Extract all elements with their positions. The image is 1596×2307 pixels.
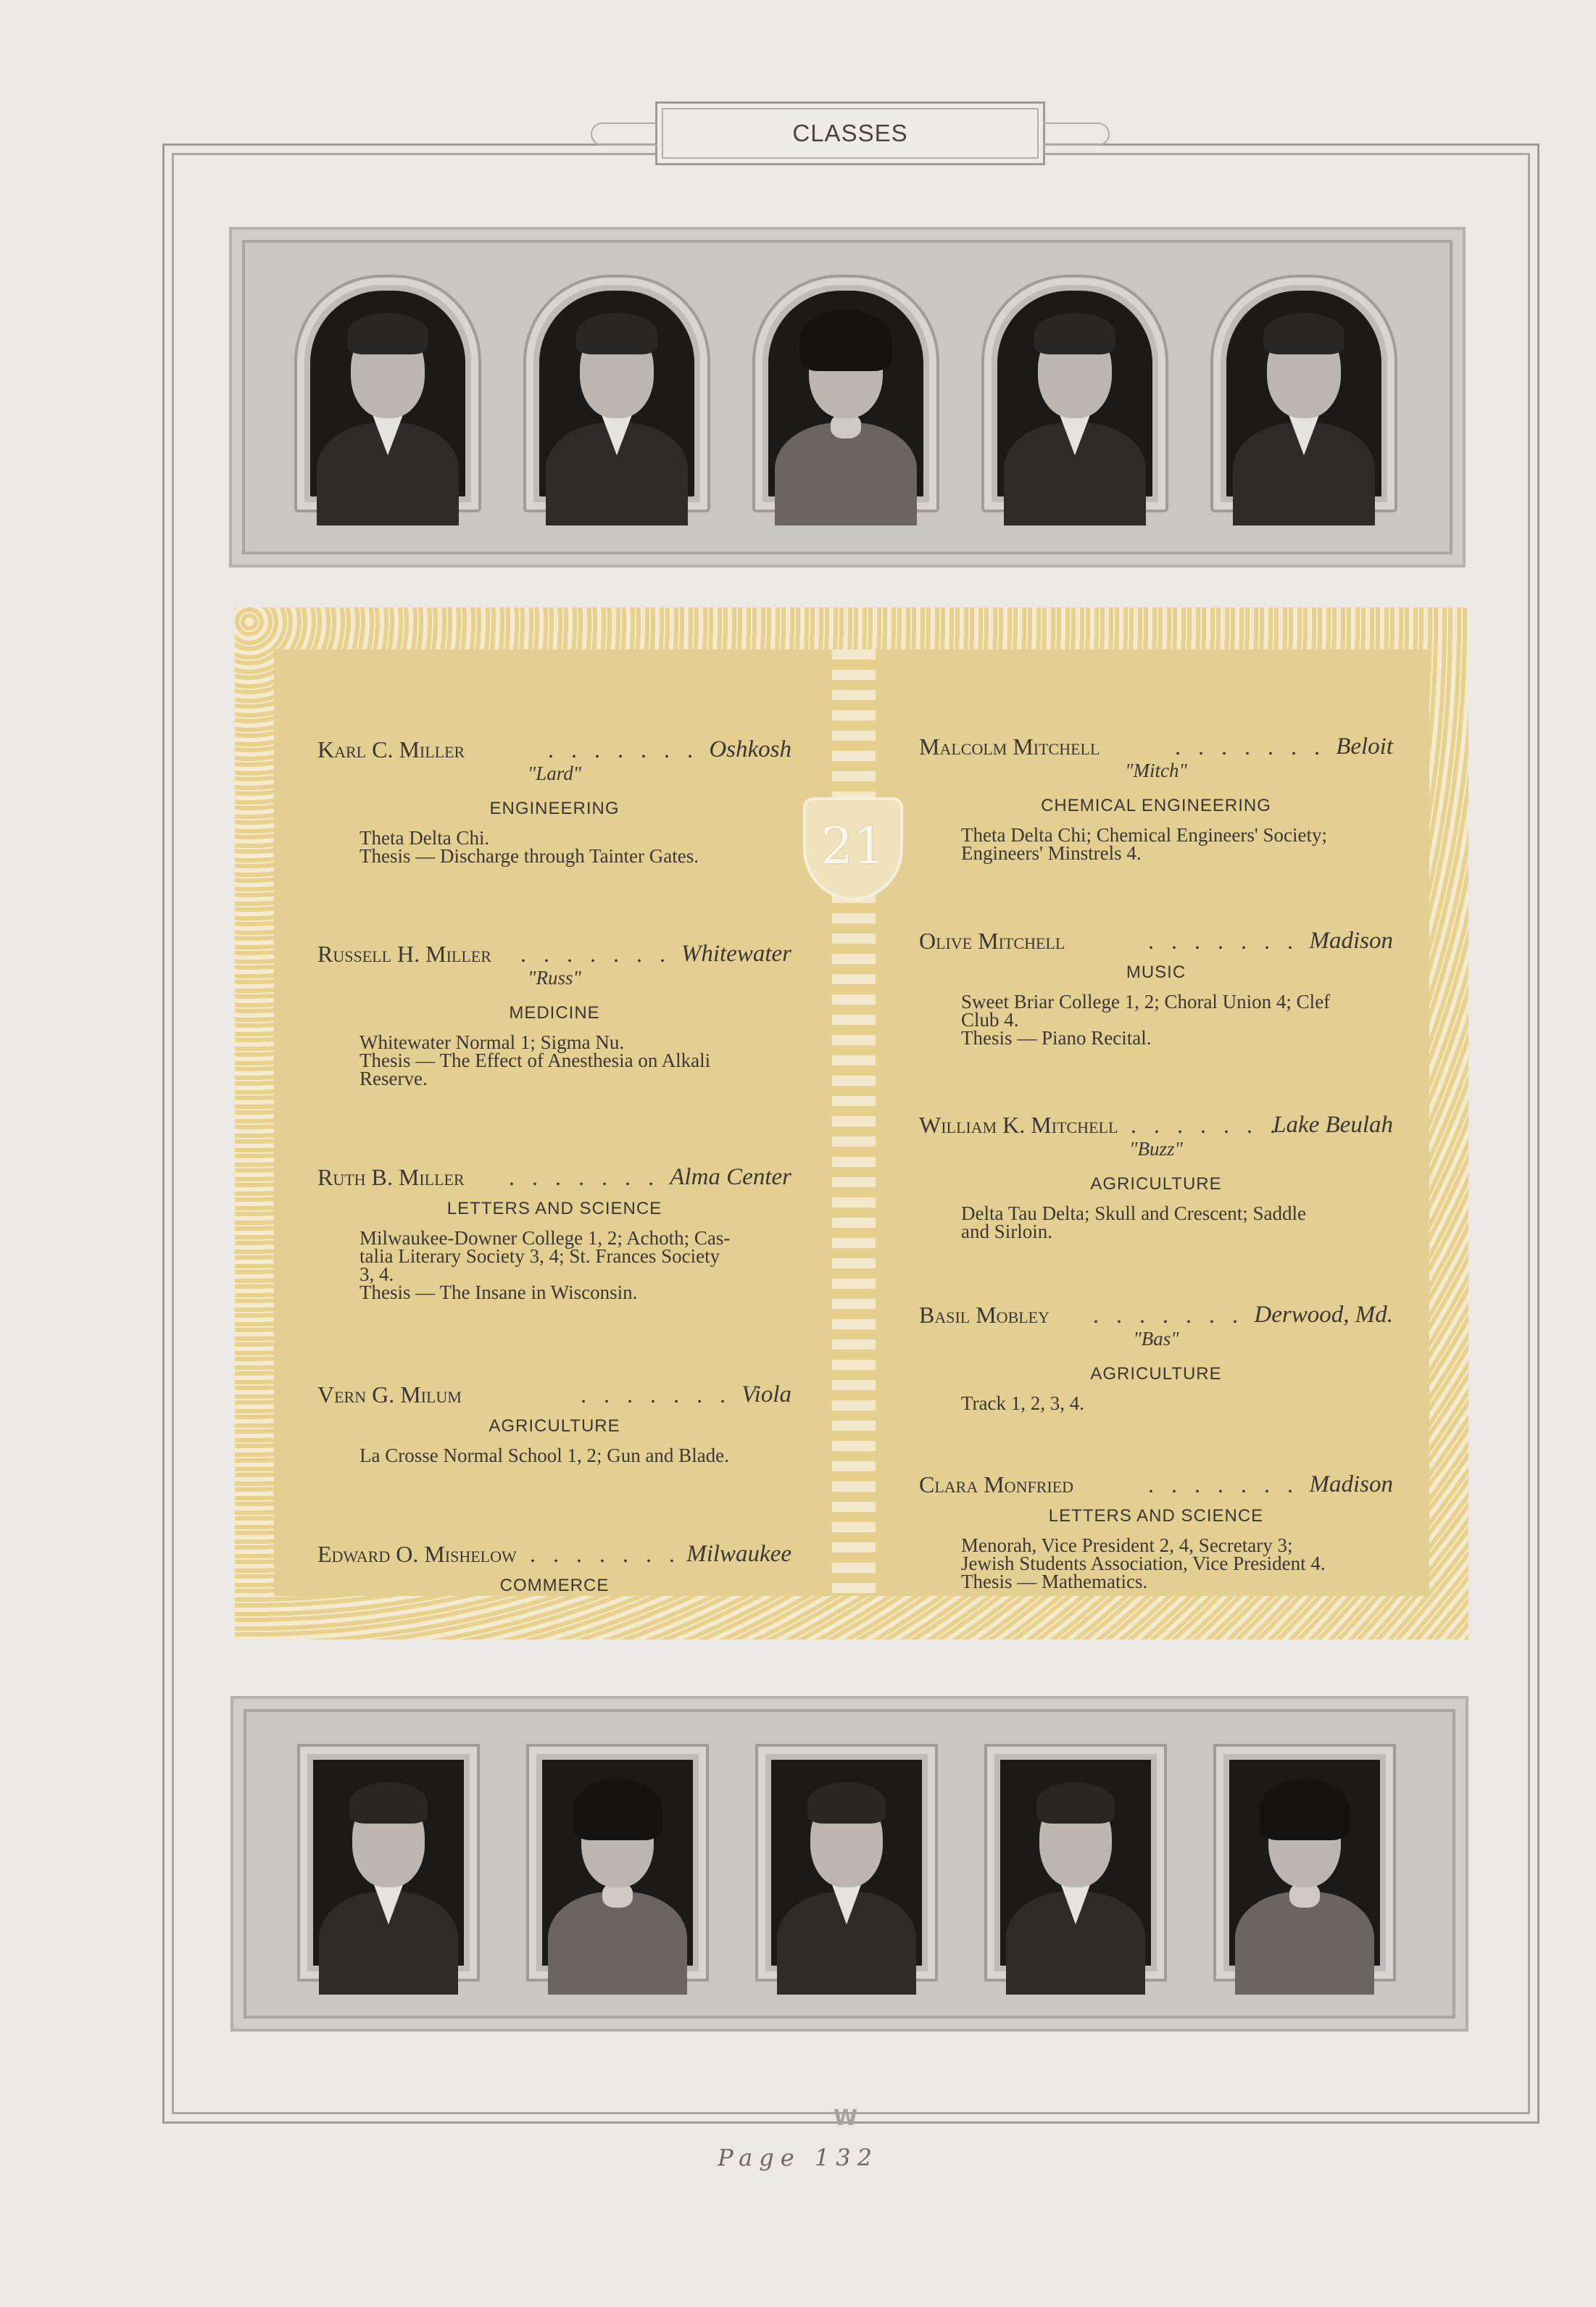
portrait-3-photo (768, 291, 923, 496)
nickname: "Mitch" (1125, 760, 1187, 781)
course-of-study: MUSIC (1126, 963, 1186, 982)
leader-dots: . . . . . . . (548, 736, 699, 762)
biography-panel (235, 607, 1468, 1639)
page-number: Page 132 (718, 2144, 878, 2171)
entry-heading (317, 1164, 791, 1196)
portrait-8-photo (771, 1760, 922, 1966)
portrait-hair (807, 1782, 886, 1824)
hometown: Alma Center (670, 1164, 791, 1190)
w-emblem: W (834, 2106, 858, 2131)
detail-line: Delta Tau Delta; Skull and Crescent; Saddle (961, 1202, 1306, 1224)
header-plate (655, 101, 1045, 165)
portrait-9-photo (1000, 1760, 1151, 1966)
course-of-study: COMMERCE (499, 1576, 610, 1595)
course-of-study: AGRICULTURE (489, 1416, 620, 1436)
activities-detail (961, 826, 1393, 862)
hometown: Derwood, Md. (1254, 1302, 1393, 1328)
nickname: "Bas" (1133, 1328, 1179, 1350)
portrait-6-photo (313, 1760, 464, 1966)
photo-frame (297, 1744, 480, 1982)
detail-line: Sweet Briar College 1, 2; Choral Union 4; Clef (961, 991, 1331, 1013)
activities-detail (961, 993, 1393, 1047)
detail-line: Theta Delta Chi. (359, 827, 490, 849)
entry-heading (919, 928, 1393, 960)
portrait-hair (347, 313, 428, 354)
course-of-study: AGRICULTURE (1090, 1364, 1222, 1384)
hometown: Whitewater (681, 941, 791, 967)
leader-dots: . . . . . . . (1093, 1302, 1244, 1328)
hometown: Oshkosh (709, 736, 791, 762)
portrait-5-photo (1226, 291, 1381, 496)
hometown: Viola (741, 1381, 791, 1408)
top-photo-band (229, 227, 1466, 568)
detail-line: Reserve. (359, 1068, 428, 1089)
hometown: Lake Beulah (1273, 1112, 1393, 1138)
detail-line: Thesis — The Effect of Anesthesia on Alkali (359, 1049, 711, 1071)
class-year: 21 (820, 816, 886, 876)
photo-frame (294, 275, 481, 512)
student-name: William K. Mitchell (919, 1112, 1118, 1138)
photo-frame (526, 1744, 709, 1982)
nickname: "Russ" (528, 967, 581, 989)
course-of-study: MEDICINE (509, 1003, 600, 1023)
photo-frame (981, 275, 1168, 512)
detail-line: Club 4. (961, 1009, 1019, 1031)
portrait-hair (349, 1782, 428, 1824)
photo-frame (752, 275, 939, 512)
detail-line: Theta Delta Chi; Chemical Engineers' Society; (961, 824, 1327, 846)
leader-dots: . . . . . . . (1131, 1112, 1281, 1138)
detail-line: Whitewater Normal 1; Sigma Nu. (359, 1031, 625, 1053)
portrait-1-photo (310, 291, 465, 496)
bottom-photo-band (230, 1696, 1468, 2032)
portrait-hair (1036, 1782, 1115, 1824)
activities-detail (961, 1394, 1393, 1413)
detail-line: Milwaukee-Downer College 1, 2; Achoth; Cas- (359, 1227, 731, 1249)
hometown: Beloit (1336, 733, 1393, 760)
activities-detail (359, 1229, 791, 1302)
student-name: Clara Monfried (919, 1471, 1074, 1497)
course-of-study: LETTERS AND SCIENCE (446, 1199, 662, 1218)
activities-detail (359, 829, 791, 865)
detail-line: 3, 4. (359, 1263, 394, 1285)
detail-line: Menorah, Vice President 2, 4, Secretary 3; (961, 1534, 1293, 1556)
right-column (876, 649, 1429, 1596)
entry-heading (919, 1471, 1393, 1503)
detail-line: Thesis — Discharge through Tainter Gates. (359, 845, 699, 867)
portrait-hair (1263, 313, 1344, 354)
activities-detail (961, 1534, 1393, 1592)
photo-frame (755, 1744, 938, 1982)
portrait-7-photo (542, 1760, 693, 1966)
photo-frame (984, 1744, 1167, 1982)
portrait-4-photo (997, 291, 1152, 496)
student-name: Malcolm Mitchell (919, 733, 1100, 760)
photo-frame (1210, 275, 1397, 512)
leader-dots: . . . . . . . (520, 941, 671, 967)
photo-frame (523, 275, 710, 512)
portrait-hair (576, 313, 657, 354)
class-year-badge (803, 797, 903, 900)
student-name: Vern G. Milum (317, 1381, 462, 1408)
detail-line: and Sirloin. (961, 1221, 1052, 1242)
portrait-hair (1260, 1779, 1350, 1840)
student-name: Edward O. Mishelow (317, 1541, 517, 1567)
student-name: Ruth B. Miller (317, 1164, 465, 1190)
detail-line: Jewish Students Association, Vice President 4. (961, 1552, 1326, 1574)
course-of-study: AGRICULTURE (1090, 1174, 1222, 1194)
entry-heading (317, 1541, 791, 1573)
nickname: "Lard" (527, 762, 582, 784)
student-name: Basil Mobley (919, 1302, 1050, 1328)
course-of-study: LETTERS AND SCIENCE (1048, 1506, 1264, 1526)
column-divider (832, 649, 876, 1596)
photo-frame (1213, 1744, 1396, 1982)
student-name: Olive Mitchell (919, 928, 1065, 954)
course-of-study: CHEMICAL ENGINEERING (1041, 796, 1271, 815)
leader-dots: . . . . . . . (1148, 1471, 1299, 1497)
hometown: Madison (1309, 1471, 1393, 1497)
nickname: "Buzz" (1129, 1138, 1183, 1160)
portrait-hair (1034, 313, 1115, 354)
detail-line: Thesis — Piano Recital. (961, 1027, 1152, 1049)
student-name: Karl C. Miller (317, 736, 465, 762)
leader-dots: . . . . . . . (530, 1541, 681, 1567)
student-name: Russell H. Miller (317, 941, 491, 967)
detail-line: Engineers' Minstrels 4. (961, 842, 1142, 864)
portrait-hair (573, 1779, 663, 1840)
leader-dots: . . . . . . . (581, 1381, 731, 1408)
portrait-2-photo (539, 291, 694, 496)
detail-line: talia Literary Society 3, 4; St. Frances Society (359, 1245, 720, 1267)
page-title: CLASSES (792, 120, 908, 146)
entry-heading (317, 1381, 791, 1413)
activities-detail (359, 1447, 791, 1465)
portrait-hair (799, 309, 892, 371)
detail-line: La Crosse Normal School 1, 2; Gun and Blade. (359, 1445, 729, 1466)
detail-line: Thesis — Mathematics. (961, 1571, 1148, 1592)
course-of-study: ENGINEERING (489, 799, 620, 818)
leader-dots: . . . . . . . (1175, 733, 1326, 760)
left-column (274, 649, 832, 1596)
detail-line: Thesis — The Insane in Wisconsin. (359, 1281, 638, 1303)
hometown: Madison (1309, 928, 1393, 954)
portrait-10-photo (1229, 1760, 1380, 1966)
leader-dots: . . . . . . . (1148, 928, 1299, 954)
activities-detail (359, 1031, 791, 1089)
detail-line: Track 1, 2, 3, 4. (961, 1392, 1085, 1414)
activities-detail (961, 1202, 1393, 1242)
leader-dots: . . . . . . . (509, 1164, 660, 1190)
hometown: Milwaukee (686, 1541, 791, 1567)
